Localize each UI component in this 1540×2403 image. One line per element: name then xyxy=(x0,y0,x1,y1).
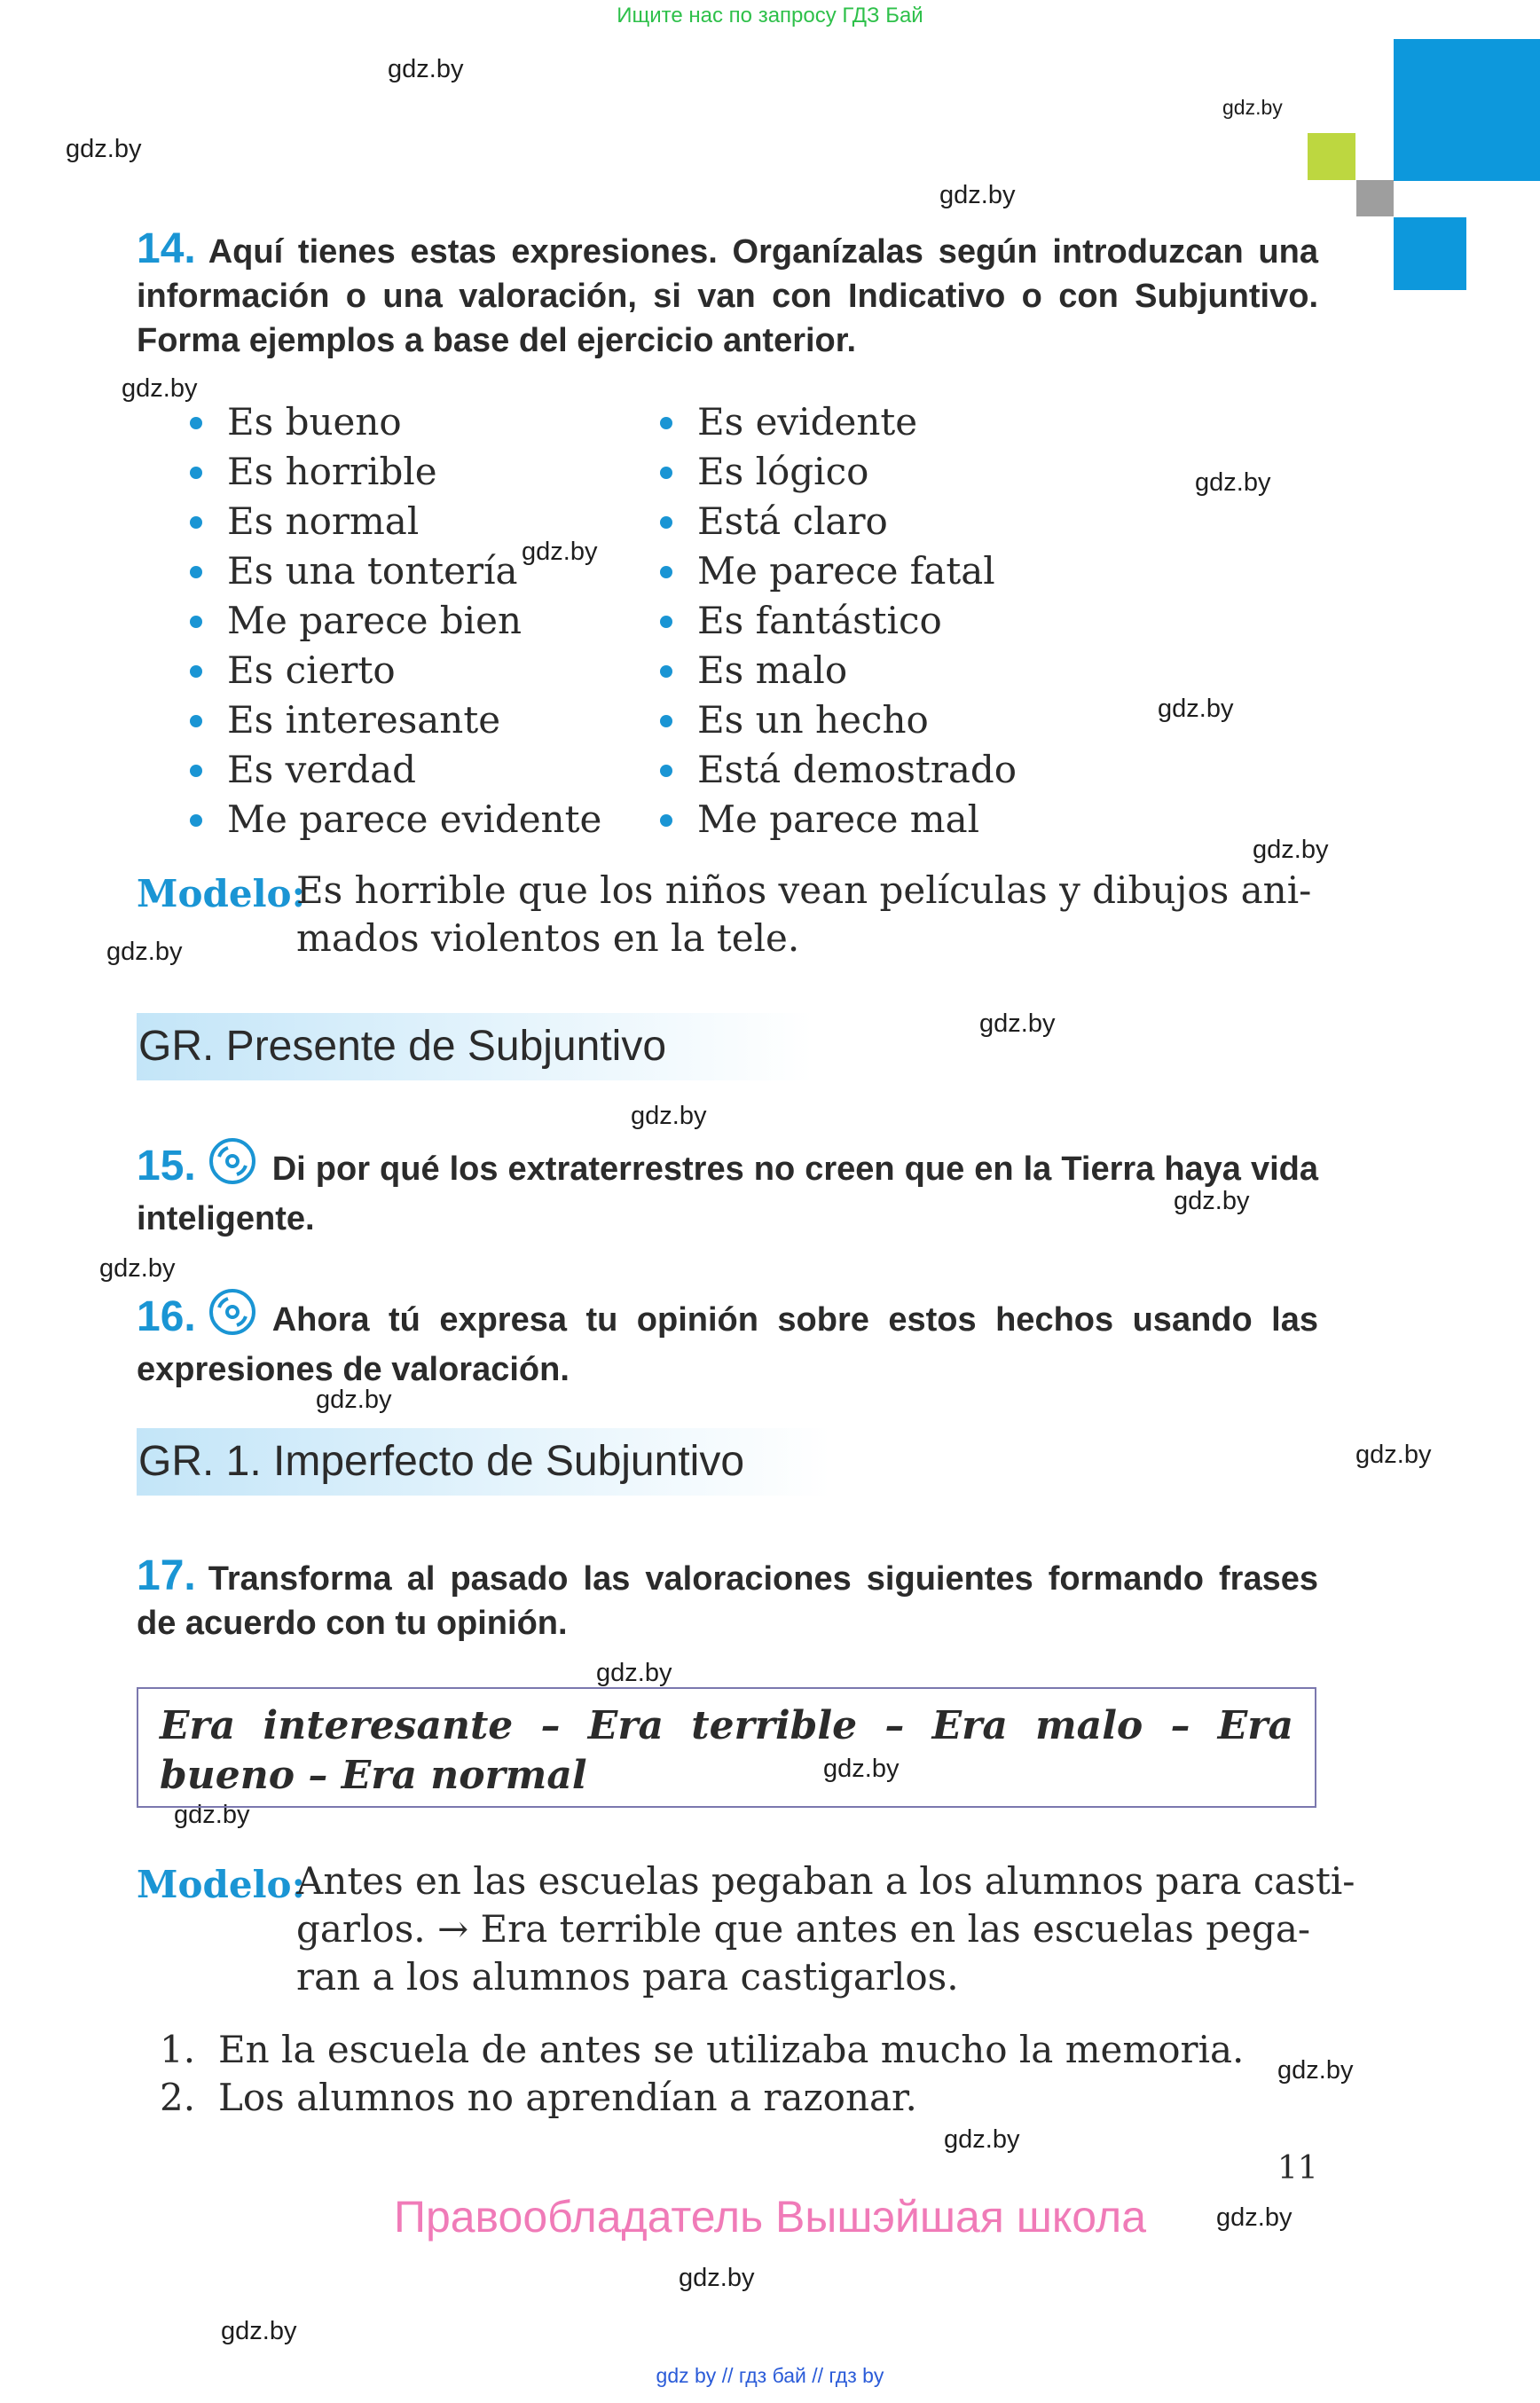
modelo-label: Modelo: xyxy=(137,1863,306,1906)
list-item xyxy=(660,546,1017,596)
bullet-icon xyxy=(190,566,202,578)
watermark: gdz.by xyxy=(66,135,142,163)
expression-text: Está claro xyxy=(697,499,888,543)
expression-text: Es malo xyxy=(697,648,848,692)
watermark: gdz.by xyxy=(316,1386,392,1414)
expression-text: Es evidente xyxy=(697,400,918,444)
exercise-16 xyxy=(137,1288,1318,1392)
exercise-number: 14. xyxy=(137,225,196,272)
watermark: gdz.by xyxy=(122,374,198,403)
valoraciones-box: Era interesante – Era terrible – Era malo – Era bueno – Era normal xyxy=(137,1687,1316,1808)
exercise-text: Di por qué los extraterrestres no creen que en la Tierra haya vida inteligente. xyxy=(137,1150,1318,1237)
decor-square-gray xyxy=(1356,180,1394,216)
exercise-text: Transforma al pasado las valoraciones siguientes formando frases de acuerdo con tu opinión. xyxy=(137,1560,1318,1642)
watermark: gdz.by xyxy=(679,2264,755,2292)
watermark: gdz.by xyxy=(1355,1441,1432,1469)
decor-square-green xyxy=(1308,133,1355,180)
bullet-icon xyxy=(660,665,672,678)
modelo-label: Modelo: xyxy=(137,872,306,915)
watermark: gdz.by xyxy=(1174,1187,1250,1215)
list-item xyxy=(190,497,601,546)
decor-square-small-blue xyxy=(1394,217,1466,290)
page-number: 11 xyxy=(1277,2150,1318,2187)
watermark: gdz.by xyxy=(99,1254,176,1283)
expression-text: Está demostrado xyxy=(697,748,1018,791)
watermark: gdz.by xyxy=(1222,96,1283,119)
expression-text: Es interesante xyxy=(227,698,501,742)
bullet-icon xyxy=(190,467,202,479)
bullet-icon xyxy=(660,516,672,529)
bullet-icon xyxy=(190,765,202,777)
expression-text: Es fantástico xyxy=(697,599,942,642)
watermark: gdz.by xyxy=(221,2317,297,2345)
section-header-presente-subjuntivo: GR. Presente de Subjuntivo xyxy=(137,1013,813,1080)
copyright-holder: Правообладатель Вышэйшая школа xyxy=(394,2192,1146,2242)
expression-text: Es verdad xyxy=(227,748,417,791)
watermark: gdz.by xyxy=(1253,836,1329,864)
bottom-banner: gdz by // гдз бай // гдз by xyxy=(656,2364,884,2387)
bullet-icon xyxy=(660,765,672,777)
modelo-line: ran a los alumnos para castigarlos. xyxy=(296,1955,959,1999)
decor-square-large-blue xyxy=(1394,39,1540,181)
list-item xyxy=(660,497,1017,546)
list-item xyxy=(660,745,1017,795)
watermark: gdz.by xyxy=(939,181,1016,209)
expression-text: Es bueno xyxy=(227,400,402,444)
list-item xyxy=(660,795,1017,844)
item-text: Los alumnos no aprendían a razonar. xyxy=(218,2076,917,2119)
list-item xyxy=(190,646,601,695)
expression-text: Es una tontería xyxy=(227,549,518,593)
watermark: gdz.by xyxy=(1277,2056,1354,2085)
watermark: gdz.by xyxy=(522,538,598,566)
list-item xyxy=(660,646,1017,695)
expression-text: Es horrible xyxy=(227,450,437,493)
exercise-text: Aquí tienes estas expresiones. Organízalas según introduzcan una información o una valoración, si van con Indicativo o con Subjuntivo. Forma ejemplos a base del ejercicio anterior. xyxy=(137,233,1318,359)
expressions-column-2 xyxy=(660,397,1017,844)
watermark: gdz.by xyxy=(106,938,183,966)
top-banner: Ищите нас по запросу ГДЗ Бай xyxy=(617,4,923,27)
exercise-number: 17. xyxy=(137,1552,196,1599)
expression-text: Es cierto xyxy=(227,648,396,692)
watermark: gdz.by xyxy=(1158,695,1234,723)
watermark: gdz.by xyxy=(823,1755,900,1783)
list-item xyxy=(660,596,1017,646)
modelo-line: Es horrible que los niños vean películas y dibujos ani- xyxy=(296,868,1312,912)
watermark: gdz.by xyxy=(1216,2203,1292,2232)
watermark: gdz.by xyxy=(631,1102,707,1130)
list-item xyxy=(190,546,601,596)
list-item xyxy=(160,2074,917,2122)
watermark: gdz.by xyxy=(1195,468,1271,497)
expression-text: Me parece fatal xyxy=(697,549,995,593)
modelo-line: garlos. → Era terrible que antes en las escuelas pega- xyxy=(296,1907,1311,1951)
exercise-number: 15. xyxy=(137,1143,196,1190)
exercise-text: Ahora tú expresa tu opinión sobre estos hechos usando las expresiones de valoración. xyxy=(137,1301,1318,1388)
exercise-15 xyxy=(137,1137,1318,1241)
expressions-column-1 xyxy=(190,397,601,844)
bullet-icon xyxy=(660,715,672,727)
list-item xyxy=(190,745,601,795)
bullet-icon xyxy=(190,616,202,628)
exercise-17 xyxy=(137,1554,1318,1645)
list-item xyxy=(190,397,601,447)
item-number: 1. xyxy=(160,2028,196,2071)
bullet-icon xyxy=(190,715,202,727)
bullet-icon xyxy=(660,417,672,429)
list-item xyxy=(190,795,601,844)
exercise-number: 16. xyxy=(137,1293,196,1340)
exercise-14-instruction xyxy=(137,227,1318,363)
bullet-icon xyxy=(190,417,202,429)
list-item xyxy=(160,2026,1244,2074)
cd-audio-icon[interactable] xyxy=(208,1137,256,1197)
expression-text: Es normal xyxy=(227,499,420,543)
list-item xyxy=(660,447,1017,497)
bullet-icon xyxy=(660,616,672,628)
expression-text: Me parece evidente xyxy=(227,797,602,841)
section-header-imperfecto-subjuntivo: GR. 1. Imperfecto de Subjuntivo xyxy=(137,1428,830,1496)
expression-text: Es lógico xyxy=(697,450,869,493)
item-number: 2. xyxy=(160,2076,196,2119)
bullet-icon xyxy=(190,516,202,529)
bullet-icon xyxy=(660,814,672,827)
bullet-icon xyxy=(660,467,672,479)
modelo-line: mados violentos en la tele. xyxy=(296,916,800,960)
list-item xyxy=(190,596,601,646)
list-item xyxy=(190,695,601,745)
cd-audio-icon[interactable] xyxy=(208,1288,256,1347)
list-item xyxy=(660,695,1017,745)
watermark: gdz.by xyxy=(174,1801,250,1829)
bullet-icon xyxy=(190,665,202,678)
bullet-icon xyxy=(660,566,672,578)
watermark: gdz.by xyxy=(944,2125,1020,2154)
item-text: En la escuela de antes se utilizaba mucho la memoria. xyxy=(218,2028,1245,2071)
watermark: gdz.by xyxy=(979,1009,1056,1038)
expression-text: Me parece bien xyxy=(227,599,522,642)
expression-text: Es un hecho xyxy=(697,698,929,742)
list-item xyxy=(190,447,601,497)
watermark: gdz.by xyxy=(388,55,464,83)
expression-text: Me parece mal xyxy=(697,797,980,841)
list-item xyxy=(660,397,1017,447)
watermark: gdz.by xyxy=(596,1659,672,1687)
modelo-line: Antes en las escuelas pegaban a los alumnos para casti- xyxy=(296,1859,1355,1903)
bullet-icon xyxy=(190,814,202,827)
